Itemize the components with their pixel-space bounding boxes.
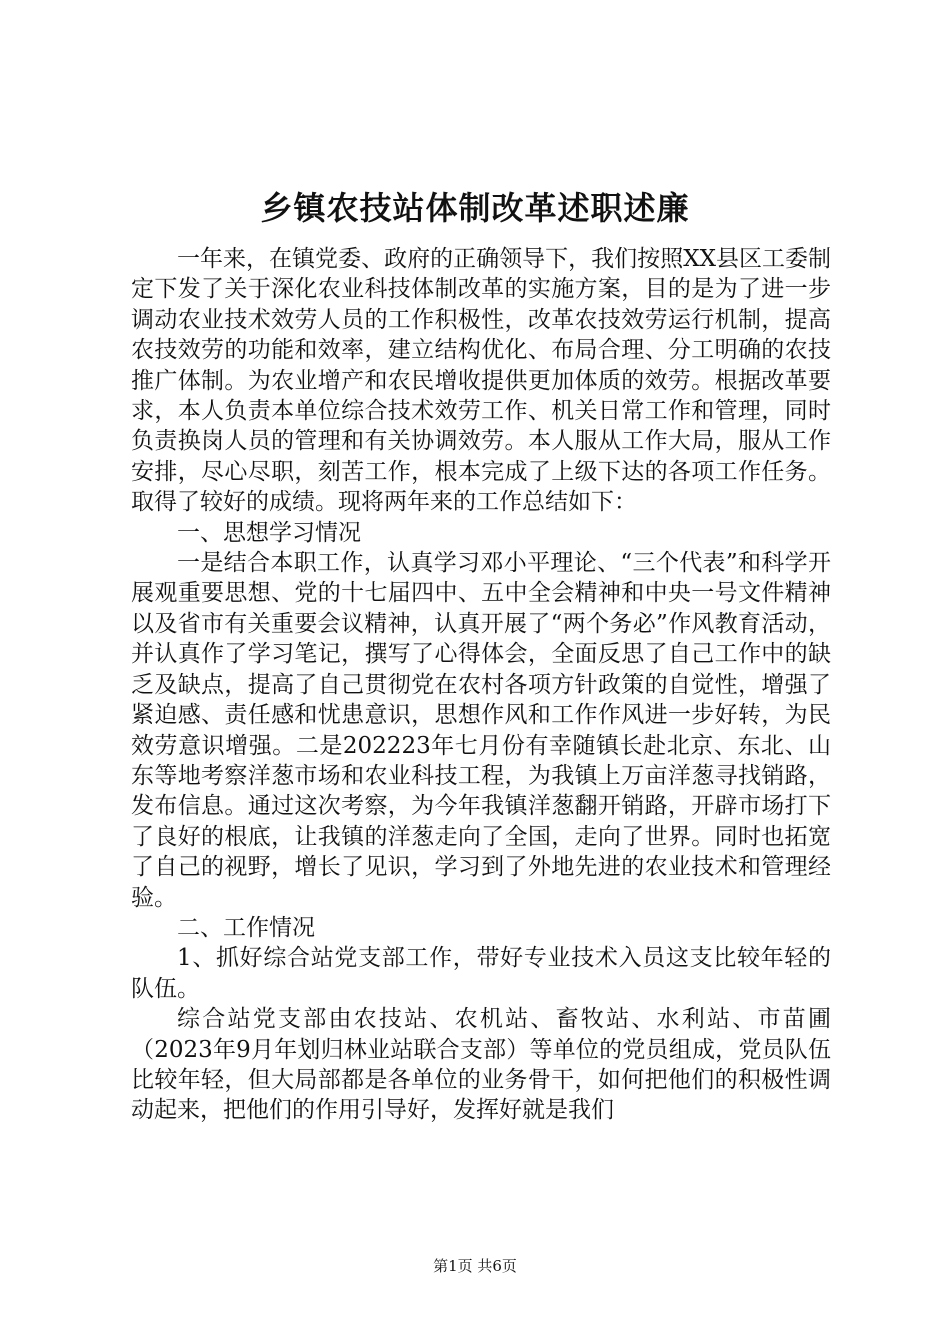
paragraph-work-item-1: 1、抓好综合站党支部工作，带好专业技术入员这支比较年轻的队伍。 — [131, 945, 831, 1002]
document-body — [131, 244, 831, 1126]
paragraph-study: 一是结合本职工作，认真学习邓小平理论、“三个代表”和科学开展观重要思想、党的十七届四中、五中全会精神和中央一号文件精神以及省市有关重要会议精神，认真开展了“两个务必”作风教育活动，并认真作了学习笔记，撰写了心得体会，全面反思了自己工作中的缺乏及缺点，提高了自己贯彻党在农村各项方针政策的自觉性，增强了紧迫感、责任感和忧患意识，思想作风和工作作风进一步好转，为民效劳意识增强。二是202223年七月份有幸随镇长赴北京、东北、山东等地考察洋葱市场和农业科技工程，为我镇上万亩洋葱寻找销路，发布信息。通过这次考察，为今年我镇洋葱翻开销路，开辟市场打下了良好的根底，让我镇的洋葱走向了全国，走向了世界。同时也拓宽了自己的视野，增长了见识，学习到了外地先进的农业技术和管理经验。 — [131, 550, 831, 911]
section-heading-study: 一、思想学习情况 — [177, 519, 361, 546]
paragraph-party-branch: 综合站党支部由农技站、农机站、畜牧站、水利站、市苗圃（2023年9月年划归林业站联合支部）等单位的党员组成，党员队伍比较年轻，但大局部都是各单位的业务骨干，如何把他们的积极性调动起来，把他们的作用引导好，发挥好就是我们 — [131, 1006, 831, 1124]
document-title: 乡镇农技站体制改革述职述廉 — [260, 189, 690, 227]
paragraph-intro: 一年来，在镇党委、政府的正确领导下，我们按照XX县区工委制定下发了关于深化农业科技体制改革的实施方案，目的是为了进一步调动农业技术效劳人员的工作积极性，改革农技效劳运行机制，提高农技效劳的功能和效率，建立结构优化、布局合理、分工明确的农技推广体制。为农业增产和农民增收提供更加体质的效劳。根据改革要求，本人负责本单位综合技术效劳工作、机关日常工作和管理，同时负责换岗人员的管理和有关协调效劳。本人服从工作大局，服从工作安排，尽心尽职，刻苦工作，根本完成了上级下达的各项工作任务。取得了较好的成绩。现将两年来的工作总结如下： — [131, 246, 831, 516]
page-number-footer: 第1页 共6页 — [433, 1257, 517, 1275]
section-heading-work: 二、工作情况 — [177, 914, 315, 941]
